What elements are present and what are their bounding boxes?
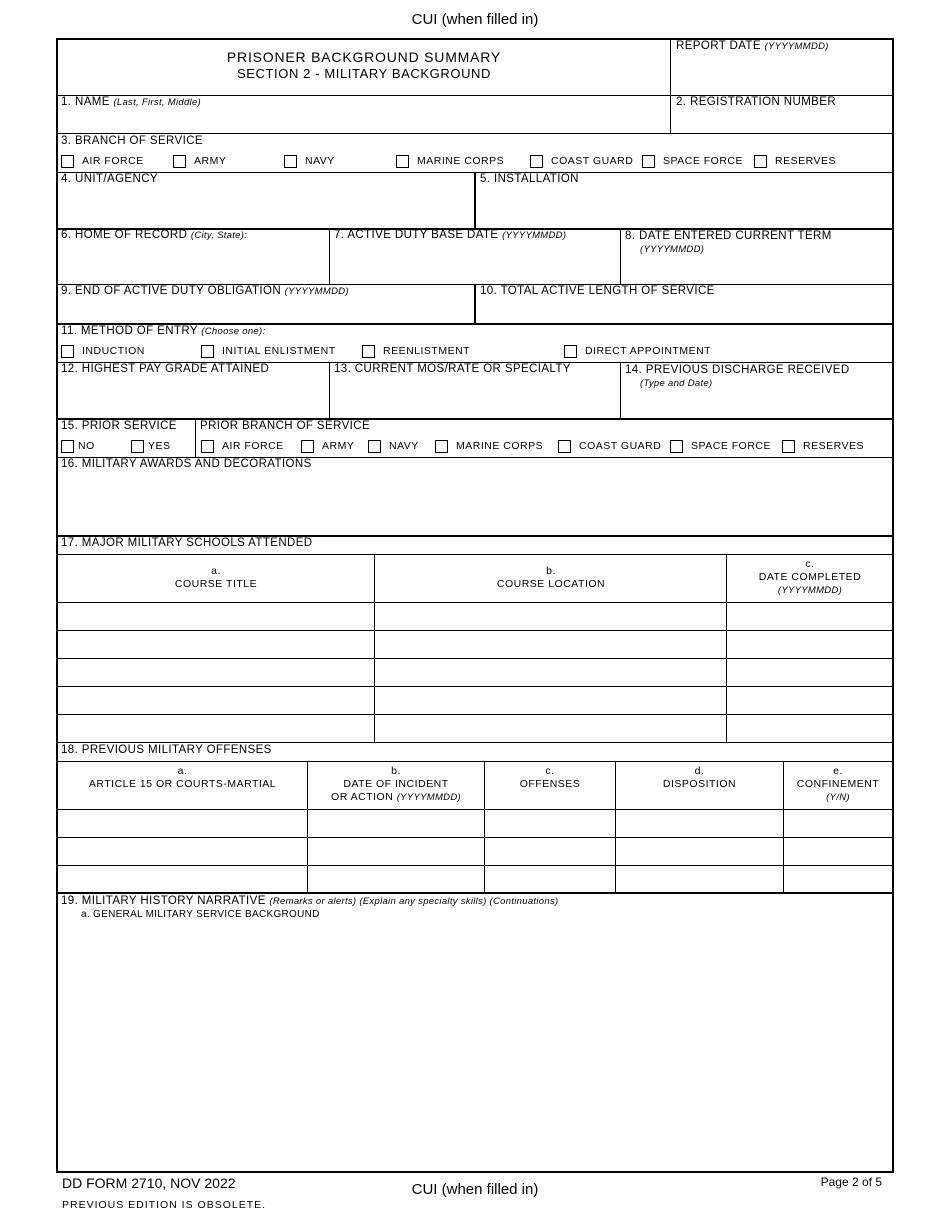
confinement-header: e. CONFINEMENT (Y/N) <box>796 765 880 803</box>
unit-agency-field[interactable] <box>58 188 472 226</box>
branch-option-label: RESERVES <box>775 155 836 167</box>
entry-option-label: INITIAL ENLISTMENT <box>222 345 336 357</box>
branch-coast-guard-checkbox[interactable] <box>530 155 543 168</box>
entry-option-label: INDUCTION <box>82 345 145 357</box>
article15-header: a. ARTICLE 15 OR COURTS-MARTIAL <box>88 765 277 790</box>
name-field[interactable] <box>58 110 668 132</box>
registration-number-field[interactable] <box>672 110 892 132</box>
previous-discharge-field[interactable] <box>622 392 892 416</box>
school-row[interactable] <box>58 715 892 741</box>
home-of-record-label: 6. HOME OF RECORD (City, State): <box>61 229 248 241</box>
prior-service-label: 15. PRIOR SERVICE <box>61 420 177 432</box>
course-title-header: a. COURSE TITLE <box>174 565 258 590</box>
form-title-line1: PRISONER BACKGROUND SUMMARY <box>226 49 502 65</box>
offense-row[interactable] <box>58 838 892 864</box>
military-schools-label: 17. MAJOR MILITARY SCHOOLS ATTENDED <box>61 537 313 549</box>
prior-branch-option-label: ARMY <box>322 440 355 452</box>
general-service-background-label: a. GENERAL MILITARY SERVICE BACKGROUND <box>81 909 320 920</box>
entry-option-label: REENLISTMENT <box>383 345 471 357</box>
school-row[interactable] <box>58 687 892 713</box>
prior-branch-option-label: MARINE CORPS <box>456 440 544 452</box>
prior-service-no-label: NO <box>78 440 95 452</box>
highest-pay-grade-field[interactable] <box>58 378 328 416</box>
branch-army-checkbox[interactable] <box>173 155 186 168</box>
prior-service-no-checkbox[interactable] <box>61 440 74 453</box>
highest-pay-grade-label: 12. HIGHEST PAY GRADE ATTAINED <box>61 363 270 375</box>
branch-option-label: ARMY <box>194 155 227 167</box>
prior-service-yes-checkbox[interactable] <box>131 440 144 453</box>
report-date-field[interactable] <box>672 56 892 94</box>
total-active-length-label: 10. TOTAL ACTIVE LENGTH OF SERVICE <box>480 285 715 297</box>
date-entered-current-term-label: 8. DATE ENTERED CURRENT TERM <box>625 230 832 242</box>
installation-label: 5. INSTALLATION <box>480 173 579 185</box>
date-of-incident-header: b. DATE OF INCIDENT OR ACTION (YYYYMMDD) <box>331 765 461 803</box>
date-completed-header: c. DATE COMPLETED (YYYYMMDD) <box>758 558 862 596</box>
offenses-header: c. OFFENSES <box>519 765 581 790</box>
installation-field[interactable] <box>478 188 892 226</box>
prior-branch-air-force-checkbox[interactable] <box>201 440 214 453</box>
branch-option-label: AIR FORCE <box>82 155 144 167</box>
prior-branch-option-label: SPACE FORCE <box>691 440 771 452</box>
cui-marking-top: CUI (when filled in) <box>411 11 539 28</box>
previous-discharge-label: 14. PREVIOUS DISCHARGE RECEIVED <box>625 364 850 376</box>
entry-initial-enlistment-checkbox[interactable] <box>201 345 214 358</box>
prior-branch-reserves-checkbox[interactable] <box>782 440 795 453</box>
prior-branch-navy-checkbox[interactable] <box>368 440 381 453</box>
history-narrative-label: 19. MILITARY HISTORY NARRATIVE (Remarks or alerts) (Explain any specialty skills) (Continuations) <box>61 895 559 907</box>
prior-branch-option-label: NAVY <box>389 440 419 452</box>
form-title-line2: SECTION 2 - MILITARY BACKGROUND <box>236 66 492 81</box>
active-duty-base-date-field[interactable] <box>331 244 619 282</box>
end-of-active-duty-field[interactable] <box>58 300 472 322</box>
course-location-header: b. COURSE LOCATION <box>496 565 606 590</box>
report-date-label: REPORT DATE (YYYYMMDD) <box>676 40 829 52</box>
previous-discharge-hint: (Type and Date) <box>640 378 713 389</box>
history-narrative-field[interactable] <box>58 924 892 1170</box>
branch-option-label: SPACE FORCE <box>663 155 743 167</box>
prior-branch-coast-guard-checkbox[interactable] <box>558 440 571 453</box>
current-mos-field[interactable] <box>331 378 619 416</box>
branch-air-force-checkbox[interactable] <box>61 155 74 168</box>
date-entered-current-term-field[interactable] <box>622 258 892 282</box>
active-duty-base-date-label: 7. ACTIVE DUTY BASE DATE (YYYYMMDD) <box>334 229 567 241</box>
cui-marking-bottom: CUI (when filled in) <box>411 1181 539 1198</box>
prior-branch-option-label: COAST GUARD <box>579 440 662 452</box>
prior-branch-label: PRIOR BRANCH OF SERVICE <box>200 420 371 432</box>
branch-reserves-checkbox[interactable] <box>754 155 767 168</box>
prior-branch-space-force-checkbox[interactable] <box>670 440 683 453</box>
offense-row[interactable] <box>58 810 892 836</box>
unit-agency-label: 4. UNIT/AGENCY <box>61 173 158 185</box>
military-awards-field[interactable] <box>58 473 892 533</box>
end-of-active-duty-label: 9. END OF ACTIVE DUTY OBLIGATION (YYYYMMDD) <box>61 285 349 297</box>
school-row[interactable] <box>58 659 892 685</box>
entry-induction-checkbox[interactable] <box>61 345 74 358</box>
registration-number-label: 2. REGISTRATION NUMBER <box>676 96 837 108</box>
school-row[interactable] <box>58 631 892 657</box>
prior-branch-marine-corps-checkbox[interactable] <box>435 440 448 453</box>
branch-navy-checkbox[interactable] <box>284 155 297 168</box>
name-label: 1. NAME (Last, First, Middle) <box>61 96 202 108</box>
branch-marine-corps-checkbox[interactable] <box>396 155 409 168</box>
branch-option-label: COAST GUARD <box>551 155 634 167</box>
method-of-entry-label: 11. METHOD OF ENTRY (Choose one): <box>61 325 266 337</box>
school-row[interactable] <box>58 603 892 629</box>
entry-reenlistment-checkbox[interactable] <box>362 345 375 358</box>
home-of-record-field[interactable] <box>58 244 328 282</box>
total-active-length-field[interactable] <box>478 300 892 322</box>
current-mos-label: 13. CURRENT MOS/RATE OR SPECIALTY <box>334 363 571 375</box>
prior-branch-option-label: RESERVES <box>803 440 864 452</box>
form-identifier: DD FORM 2710, NOV 2022 <box>62 1175 236 1191</box>
obsolete-notice: PREVIOUS EDITION IS OBSOLETE. <box>62 1199 267 1211</box>
offense-row[interactable] <box>58 866 892 891</box>
date-entered-current-term-hint: (YYYYMMDD) <box>640 244 705 255</box>
entry-option-label: DIRECT APPOINTMENT <box>585 345 712 357</box>
prior-branch-option-label: AIR FORCE <box>222 440 284 452</box>
military-awards-label: 16. MILITARY AWARDS AND DECORATIONS <box>61 458 312 470</box>
form-title <box>58 49 670 81</box>
entry-direct-appointment-checkbox[interactable] <box>564 345 577 358</box>
military-offenses-label: 18. PREVIOUS MILITARY OFFENSES <box>61 744 272 756</box>
branch-space-force-checkbox[interactable] <box>642 155 655 168</box>
disposition-header: d. DISPOSITION <box>662 765 737 790</box>
branch-option-label: MARINE CORPS <box>417 155 505 167</box>
branch-option-label: NAVY <box>305 155 335 167</box>
prior-branch-army-checkbox[interactable] <box>301 440 314 453</box>
branch-of-service-label: 3. BRANCH OF SERVICE <box>61 135 203 147</box>
prior-service-yes-label: YES <box>148 440 171 452</box>
page-number: Page 2 of 5 <box>820 1175 882 1189</box>
